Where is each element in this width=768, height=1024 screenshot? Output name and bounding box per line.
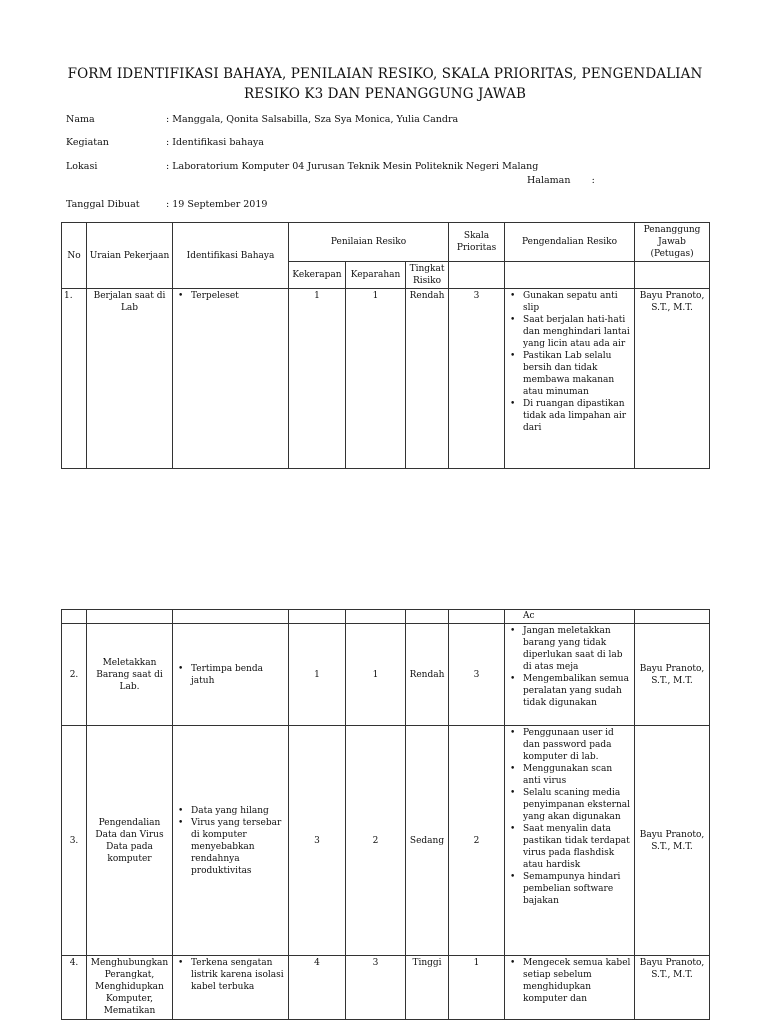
row-tingkat: Rendah: [406, 289, 449, 469]
header-pengendalian: Pengendalian Resiko: [505, 223, 635, 262]
meta-lokasi: [66, 161, 538, 172]
hazard-item: • Virus yang tersebar di komputer menyebabkan rendahnya produktivitas: [175, 817, 286, 877]
kegiatan-value: : Identifikasi bahaya: [166, 137, 264, 148]
cont-skala: [449, 610, 505, 624]
row-no: 4.: [62, 956, 87, 1020]
hazard-item: • Data yang hilang: [175, 805, 286, 817]
hazard-item: • Terpeleset: [175, 290, 286, 302]
row-no: 1.: [62, 289, 87, 469]
row-keparahan: 3: [346, 956, 406, 1020]
row-hazards: [173, 726, 289, 956]
row-tingkat: Tinggi: [406, 956, 449, 1020]
row-skala: 3: [449, 624, 505, 726]
cont-pj: [635, 610, 710, 624]
header-penilaian: Penilaian Resiko: [289, 223, 449, 262]
control-item: • Selalu scaning media penyimpanan eksternal yang akan digunakan: [507, 787, 632, 823]
table-row: [62, 956, 710, 1020]
row-skala: 2: [449, 726, 505, 956]
control-item: • Saat menyalin data pastikan tidak terdapat virus pada flashdisk atau hardisk: [507, 823, 632, 871]
meta-kegiatan: [66, 137, 264, 148]
cont-tingkat: [406, 610, 449, 624]
row-skala: 1: [449, 956, 505, 1020]
nama-label: Nama: [66, 114, 95, 125]
row-uraian: Menghubungkan Perangkat, Menghidupkan Komputer, Mematikan: [87, 956, 173, 1020]
header-identifikasi: Identifikasi Bahaya: [173, 223, 289, 289]
cont-kekerapan: [289, 610, 346, 624]
risk-table-page-2: [61, 609, 710, 1020]
header-pengendalian-empty: [505, 262, 635, 289]
halaman-value: :: [591, 175, 595, 186]
form-title-line-2: RESIKO K3 DAN PENANGGUNG JAWAB: [244, 86, 526, 102]
row-pj: Bayu Pranoto, S.T., M.T.: [635, 624, 710, 726]
hazard-item: • Terkena sengatan listrik karena isolasi kabel terbuka: [175, 957, 286, 993]
tanggal-value: : 19 September 2019: [166, 199, 268, 210]
row-pj: Bayu Pranoto, S.T., M.T.: [635, 726, 710, 956]
tanggal-label: Tanggal Dibuat: [66, 199, 140, 210]
row-kekerapan: 1: [289, 624, 346, 726]
row-pj: Bayu Pranoto, S.T., M.T.: [635, 289, 710, 469]
control-item: • Menggunakan scan anti virus: [507, 763, 632, 787]
form-title-line-1: FORM IDENTIFIKASI BAHAYA, PENILAIAN RESIKO, SKALA PRIORITAS, PENGENDALIAN: [67, 66, 703, 82]
control-item: • Mengembalikan semua peralatan yang sudah tidak digunakan: [507, 673, 632, 709]
row-keparahan: 2: [346, 726, 406, 956]
continuation-row: [62, 610, 710, 624]
header-kekerapan: Kekerapan: [289, 262, 346, 289]
nama-value: : Manggala, Qonita Salsabilla, Sza Sya Monica, Yulia Candra: [166, 114, 459, 125]
meta-nama: [66, 114, 458, 125]
row-uraian: Pengendalian Data dan Virus Data pada komputer: [87, 726, 173, 956]
control-item: • Gunakan sepatu anti slip: [507, 290, 632, 314]
kegiatan-label: Kegiatan: [66, 137, 109, 148]
header-skala: Skala Prioritas: [449, 223, 505, 262]
header-penanggung: Penanggung Jawab (Petugas): [635, 223, 710, 262]
halaman-label: Halaman: [527, 175, 571, 186]
cont-uraian: [87, 610, 173, 624]
cont-no: [62, 610, 87, 624]
header-keparahan: Keparahan: [346, 262, 406, 289]
row-keparahan: 1: [346, 624, 406, 726]
control-item: • Pastikan Lab selalu bersih dan tidak membawa makanan atau minuman: [507, 350, 632, 398]
meta-tanggal: [66, 199, 267, 210]
control-item: • Penggunaan user id dan password pada komputer di lab.: [507, 727, 632, 763]
cont-hazards: [173, 610, 289, 624]
meta-halaman: [527, 175, 595, 186]
table-row: [62, 289, 710, 469]
row-pj: Bayu Pranoto, S.T., M.T.: [635, 956, 710, 1020]
risk-table-page-1: [61, 222, 710, 469]
table-row: [62, 726, 710, 956]
header-penanggung-empty: [635, 262, 710, 289]
row-controls: [505, 956, 635, 1020]
control-item: • Jangan meletakkan barang yang tidak diperlukan saat di lab di atas meja: [507, 625, 632, 673]
cont-keparahan: [346, 610, 406, 624]
table-row: [62, 624, 710, 726]
row-hazards: [173, 624, 289, 726]
header-tingkat: Tingkat Risiko: [406, 262, 449, 289]
row-skala: 3: [449, 289, 505, 469]
row-no: 3.: [62, 726, 87, 956]
control-item: • Saat berjalan hati-hati dan menghindari lantai yang licin atau ada air: [507, 314, 632, 350]
row-tingkat: Sedang: [406, 726, 449, 956]
row-keparahan: 1: [346, 289, 406, 469]
row-uraian: Meletakkan Barang saat di Lab.: [87, 624, 173, 726]
control-item: • Di ruangan dipastikan tidak ada limpahan air dari: [507, 398, 632, 434]
lokasi-value: : Laboratorium Komputer 04 Jurusan Teknik Mesin Politeknik Negeri Malang: [166, 161, 539, 172]
row-kekerapan: 4: [289, 956, 346, 1020]
row-hazards: [173, 956, 289, 1020]
cont-controls: Ac: [505, 610, 635, 624]
row-kekerapan: 1: [289, 289, 346, 469]
row-uraian: Berjalan saat di Lab: [87, 289, 173, 469]
row-controls: [505, 624, 635, 726]
header-row-1: [62, 223, 710, 262]
control-item: • Semampunya hindari pembelian software bajakan: [507, 871, 632, 907]
lokasi-label: Lokasi: [66, 161, 98, 172]
form-title: [40, 64, 730, 104]
row-controls: [505, 289, 635, 469]
row-kekerapan: 3: [289, 726, 346, 956]
control-item: • Mengecek semua kabel setiap sebelum menghidupkan komputer dan: [507, 957, 632, 1005]
header-skala-empty: [449, 262, 505, 289]
row-controls: [505, 726, 635, 956]
hazard-item: • Tertimpa benda jatuh: [175, 663, 286, 687]
header-uraian: Uraian Pekerjaan: [87, 223, 173, 289]
row-no: 2.: [62, 624, 87, 726]
row-tingkat: Rendah: [406, 624, 449, 726]
row-hazards: [173, 289, 289, 469]
header-no: No: [62, 223, 87, 289]
